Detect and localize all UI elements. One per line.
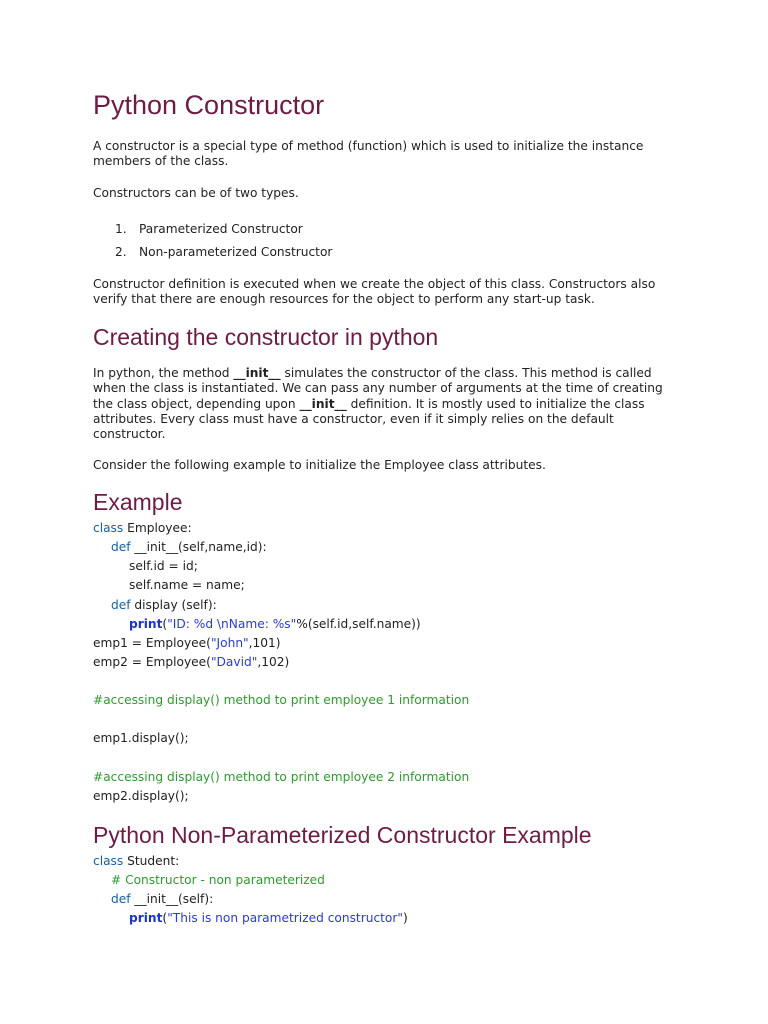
section-heading-creating: Creating the constructor in python [93,324,439,350]
code-line: self.id = id; [129,559,198,573]
consider-paragraph: Consider the following example to initialize the Employee class attributes. [93,458,546,472]
code-line: emp2 = Employee("David",102) [93,655,290,669]
code-line: def __init__(self,name,id): [111,540,267,554]
code-line: self.name = name; [129,578,245,592]
types-intro: Constructors can be of two types. [93,186,299,200]
list-item: 1. Parameterized Constructor [115,222,303,236]
intro-paragraph: A constructor is a special type of method (function) which is used to initialize the instance members of the class. [93,139,644,169]
code-comment: #accessing display() method to print employee 2 information [93,770,470,784]
code-line: emp1 = Employee("John",101) [93,636,281,650]
code-comment: #accessing display() method to print employee 1 information [93,693,470,707]
section-heading-example: Example [93,489,183,515]
definition-paragraph: Constructor definition is executed when we create the object of this class. Constructors also verify that there are enough resources for the object to perform any start-up task. [93,277,656,307]
code-comment: # Constructor - non parameterized [111,873,325,887]
code-line: print("This is non parametrized constructor") [129,911,408,925]
code-line: def __init__(self): [111,892,214,906]
page-title: Python Constructor [93,90,325,120]
init-paragraph: In python, the method __init__ simulates the constructor of the class. This method is called when the class is instantiated. We can pass any number of arguments at the time of creating the class object, depending upon __init__ definition. It is mostly used to initialize the class attributes. Every class must have a constructor, even if it simply relies on the default constructor. [93,366,663,442]
code-line: print("ID: %d \nName: %s"%(self.id,self.name)) [129,617,421,631]
code-line: emp2.display(); [93,789,189,803]
section-heading-nonparam: Python Non-Parameterized Constructor Example [93,822,592,848]
code-line: class Student: [93,854,180,868]
code-line: def display (self): [111,598,217,612]
list-item: 2. Non-parameterized Constructor [115,245,333,259]
code-line: class Employee: [93,521,192,535]
code-line: emp1.display(); [93,731,189,745]
